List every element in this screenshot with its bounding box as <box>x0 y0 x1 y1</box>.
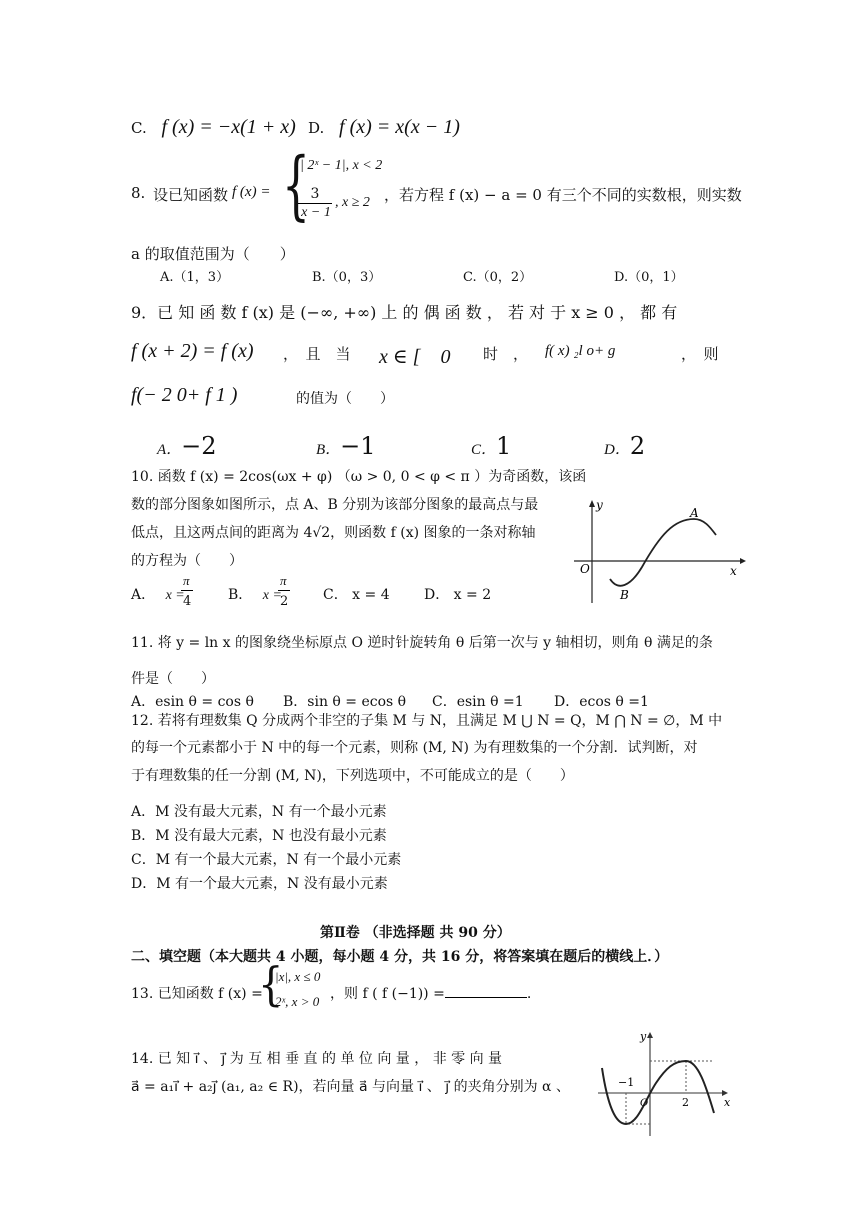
point-a-label: A <box>690 506 699 520</box>
q7-option-c <box>131 116 296 139</box>
q10-graph <box>570 495 750 610</box>
option-lhs: x = <box>165 588 185 603</box>
q8-option-d: D.（0，1） <box>614 270 684 285</box>
q8-option-c: C.（0，2） <box>463 270 533 285</box>
q11-option-a: A．esin θ = cos θ <box>131 694 254 710</box>
origin-label: O <box>640 1098 649 1109</box>
q11-option-b: B．sin θ = ecos θ <box>283 694 407 710</box>
q10-a-num: π <box>183 573 190 588</box>
q11-line2: 件是（ ） <box>131 671 215 687</box>
q12-option-c: C．M 有一个最大元素，N 有一个最小元素 <box>131 852 402 868</box>
q11-option-d: D．ecos θ =1 <box>554 694 649 710</box>
q7-option-d <box>308 116 460 139</box>
q13-end: . <box>526 986 532 1002</box>
option-value: −2 <box>181 432 217 460</box>
q9-option-b <box>316 432 376 460</box>
q9-fx-def: f( x) ₂l o+ g <box>545 343 616 359</box>
option-d-formula: f (x) = x(x − 1) <box>339 116 460 138</box>
q8-brace: { <box>282 143 310 230</box>
q8-fraction-bar <box>298 203 332 204</box>
x-axis-arrow <box>740 558 746 564</box>
q10-line3: 低点，且这两点间的距离为 4√2，则函数 f (x) 图象的一条对称轴 <box>131 525 536 541</box>
q8-post: ，若方程 f (x) − a = 0 有三个不同的实数根，则实数 <box>384 186 742 204</box>
q9-question: 的值为（ ） <box>296 391 394 407</box>
q9-and-when: ， 且 当 <box>283 345 351 363</box>
y-label: y <box>596 498 603 512</box>
q13-brace: { <box>258 958 284 1012</box>
option-label: B． <box>228 587 253 603</box>
q10-b-num: π <box>280 573 287 588</box>
q9-expression: f(− 2 0+ f 1 ) <box>131 384 238 406</box>
option-label: C． <box>471 442 497 458</box>
q12-line1: 12. 若将有理数集 Q 分成两个非空的子集 M 与 N，且满足 M ⋃ N = Q，M ⋂ N = ∅，M 中 <box>131 713 723 729</box>
q9-line1: 9．已 知 函 数 f (x) 是 (−∞, +∞) 上 的 偶 函 数 ， 若 对 于 x ≥ 0 ， 都 有 <box>131 303 678 322</box>
q13-post: ，则 f ( f (−1)) = <box>330 986 445 1002</box>
q9-option-d <box>604 432 645 460</box>
q11-line1: 11. 将 y = ln x 的图象绕坐标原点 O 逆时针旋转角 θ 后第一次与 y 轴相切，则角 θ 满足的条 <box>131 635 713 651</box>
q10-b-den: 2 <box>280 594 289 609</box>
q10-option-d: D． x = 2 <box>424 587 492 603</box>
q10-line2: 数的部分图象如图所示，点 A、B 分别为该部分图象的最高点与最 <box>131 497 539 513</box>
q8-fx: f (x) = <box>232 184 271 200</box>
y-axis-arrow <box>647 1032 653 1038</box>
y-axis-arrow <box>589 500 595 507</box>
x-label: x <box>724 1096 731 1109</box>
option-lhs: x = <box>262 588 282 603</box>
option-label: D. <box>308 119 325 137</box>
y-label: y <box>640 1030 647 1043</box>
q14-graph <box>594 1028 734 1138</box>
q8-case2-num: 3 <box>310 186 320 202</box>
q10-a-den: 4 <box>183 594 192 609</box>
q8-prefix: 设已知函数 <box>153 186 229 204</box>
cosine-curve <box>610 519 716 586</box>
fraction-bar <box>181 590 193 591</box>
q14-line1: 14. 已 知 i⃗ 、 j⃗ 为 互 相 垂 直 的 单 位 向 量 ， 非 零 向 量 <box>131 1051 503 1067</box>
q9-option-c <box>471 432 511 460</box>
option-label: B． <box>316 442 341 458</box>
q9-when: 时 ， <box>483 345 529 363</box>
q10-option-b <box>228 584 282 604</box>
q10-line1: 10. 函数 f (x) = 2cos(ωx + φ) （ω > 0, 0 < φ < π ）为奇函数，该函 <box>131 469 587 485</box>
q9-interval: x ∈ [ 0 <box>379 346 451 368</box>
q12-option-d: D．M 有一个最大元素，N 没有最小元素 <box>131 876 388 892</box>
q11-option-c: C．esin θ =1 <box>432 694 524 710</box>
option-value: 2 <box>629 432 646 460</box>
x-label: x <box>730 564 737 578</box>
q10-option-a <box>131 584 185 604</box>
q14-line2: a⃗ = a₁i⃗ + a₂j⃗ (a₁, a₂ ∈ R)，若向量 a⃗ 与向量 i⃗ 、 j⃗ 的夹角分别为 α 、 <box>131 1079 570 1095</box>
q13-case2: 2ˣ, x > 0 <box>275 994 320 1009</box>
fraction-bar <box>278 590 290 591</box>
option-label: A． <box>157 442 182 458</box>
q8-number: 8. <box>131 184 146 202</box>
q12-line2: 的每一个元素都小于 N 中的每一个元素，则称 (M, N) 为有理数集的一个分割．试判断，对 <box>131 740 698 756</box>
option-label: D． <box>604 442 630 458</box>
q12-option-b: B．M 没有最大元素，N 也没有最小元素 <box>131 828 387 844</box>
q8-case2-den: x − 1 <box>301 205 331 220</box>
tick-label-2: 2 <box>682 1096 689 1109</box>
q10-line4: 的方程为（ ） <box>131 553 243 569</box>
section-fill-blank: 二、填空题（本大题共 4 小题，每小题 4 分，共 16 分，将答案填在题后的横线上．） <box>131 949 669 965</box>
q8-case2-cond: , x ≥ 2 <box>335 195 370 210</box>
option-value: −1 <box>340 432 376 460</box>
option-value: 1 <box>496 432 512 460</box>
option-c-formula: f (x) = −x(1 + x) <box>161 116 296 138</box>
q13-question <box>330 983 531 1003</box>
q13-case1: |x|, x ≤ 0 <box>275 969 321 984</box>
q8-case1: | 2ˣ − 1|, x < 2 <box>300 158 383 173</box>
q13-answer-blank[interactable] <box>445 983 527 998</box>
origin-label: O <box>580 562 590 576</box>
q8-option-a: A.（1，3） <box>160 270 230 285</box>
point-b-label: B <box>620 588 629 602</box>
q10-option-c: C． x = 4 <box>323 587 390 603</box>
q9-option-a <box>157 432 217 460</box>
q12-option-a: A．M 没有最大元素，N 有一个最小元素 <box>131 804 387 820</box>
q8-option-b: B.（0，3） <box>312 270 382 285</box>
q8-line2: a 的取值范围为（ ） <box>131 245 295 263</box>
q9-periodic: f (x + 2) = f (x) <box>131 340 254 362</box>
option-label: C. <box>131 119 147 137</box>
part2-title: 第Ⅱ卷 （非选择题 共 90 分） <box>320 925 511 941</box>
q12-line3: 于有理数集的任一分割 (M, N)，下列选项中，不可能成立的是（ ） <box>131 768 574 784</box>
option-label: A． <box>131 587 156 603</box>
q9-then: ， 则 <box>681 345 719 363</box>
tick-label-neg1: −1 <box>618 1076 635 1089</box>
q13-prefix: 13. 已知函数 f (x) = <box>131 986 263 1002</box>
